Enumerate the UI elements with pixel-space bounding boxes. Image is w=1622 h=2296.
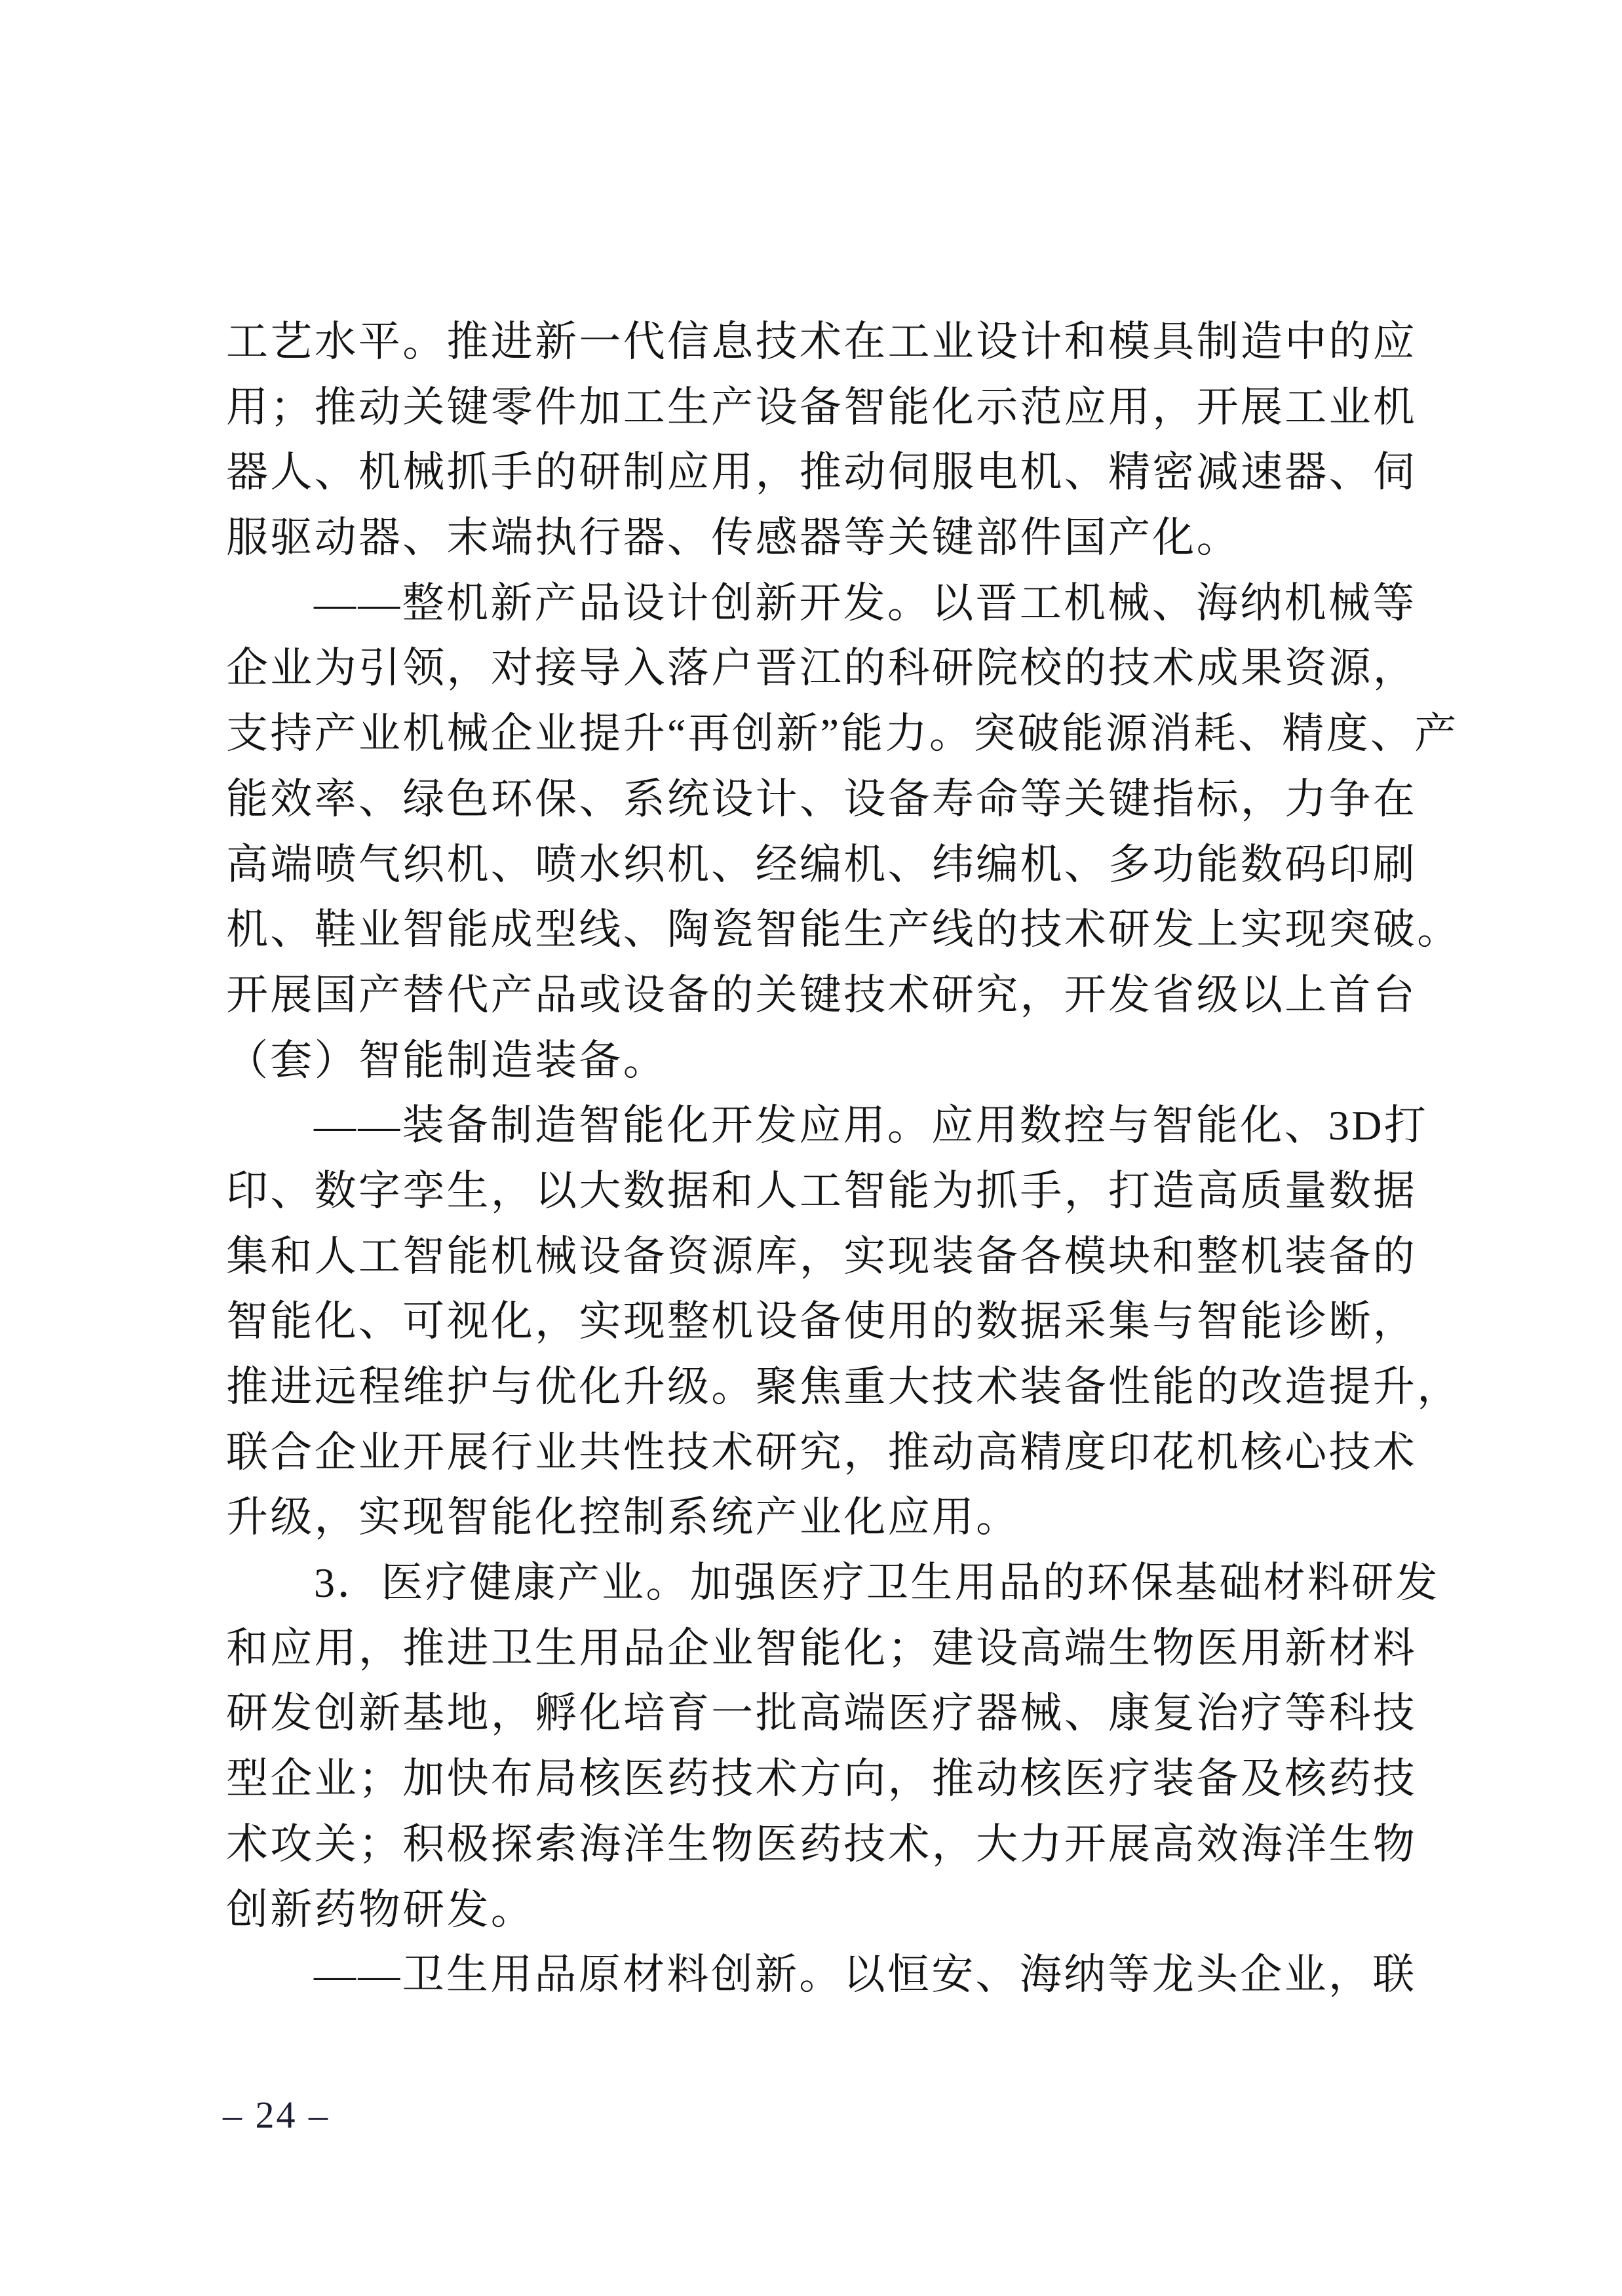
text-line: 企业为引领，对接导入落户晋江的科研院校的技术成果资源， [226, 645, 1418, 692]
text-line: （套）智能制造装备。 [226, 1037, 667, 1084]
text-line: 研发创新基地，孵化培育一批高端医疗器械、康复治疗等科技 [226, 1690, 1418, 1737]
text-line: 3．医疗健康产业。加强医疗卫生用品的环保基础材料研发 [314, 1559, 1440, 1607]
text-line: ——卫生用品原材料创新。以恒安、海纳等龙头企业，联 [314, 1951, 1417, 1999]
text-line: 工艺水平。推进新一代信息技术在工业设计和模具制造中的应 [226, 318, 1418, 365]
text-line: ——整机新产品设计创新开发。以晋工机械、海纳机械等 [314, 579, 1417, 626]
text-line: 机、鞋业智能成型线、陶瓷智能生产线的技术研发上实现突破。 [226, 906, 1461, 953]
text-line: 型企业；加快布局核医药技术方向，推动核医疗装备及核药技 [226, 1755, 1418, 1803]
text-line: 能效率、绿色环保、系统设计、设备寿命等关键指标，力争在 [226, 775, 1418, 822]
text-line: ——装备制造智能化开发应用。应用数控与智能化、3D打 [314, 1102, 1429, 1149]
document-text-block [226, 309, 1461, 2008]
text-line: 推进远程维护与优化升级。聚焦重大技术装备性能的改造提升， [226, 1364, 1461, 1410]
text-line: 器人、机械抓手的研制应用，推动伺服电机、精密减速器、伺 [226, 449, 1418, 496]
text-line: 高端喷气织机、喷水织机、经编机、纬编机、多功能数码印刷 [226, 841, 1418, 888]
text-line: 创新药物研发。 [226, 1886, 535, 1933]
text-line: 术攻关；积极探索海洋生物医药技术，大力开展高效海洋生物 [226, 1820, 1418, 1867]
text-line: 和应用，推进卫生用品企业智能化；建设高端生物医用新材料 [226, 1624, 1418, 1672]
text-line: 印、数字孪生，以大数据和人工智能为抓手，打造高质量数据 [226, 1167, 1418, 1214]
text-line: 用；推动关键零件加工生产设备智能化示范应用，开展工业机 [226, 383, 1418, 430]
text-line: 开展国产替代产品或设备的关键技术研究，开发省级以上首台 [226, 971, 1418, 1018]
text-line: 支持产业机械企业提升“再创新”能力。突破能源消耗、精度、产 [226, 710, 1459, 757]
text-line: 联合企业开展行业共性技术研究，推动高精度印花机核心技术 [226, 1428, 1418, 1476]
text-line: 集和人工智能机械设备资源库，实现装备各模块和整机装备的 [226, 1233, 1418, 1280]
page-number: – 24 – [223, 2094, 330, 2136]
text-line: 升级，实现智能化控制系统产业化应用。 [226, 1494, 1020, 1541]
text-line: 智能化、可视化，实现整机设备使用的数据采集与智能诊断， [226, 1298, 1418, 1345]
text-line: 服驱动器、末端执行器、传感器等关键部件国产化。 [226, 514, 1241, 562]
